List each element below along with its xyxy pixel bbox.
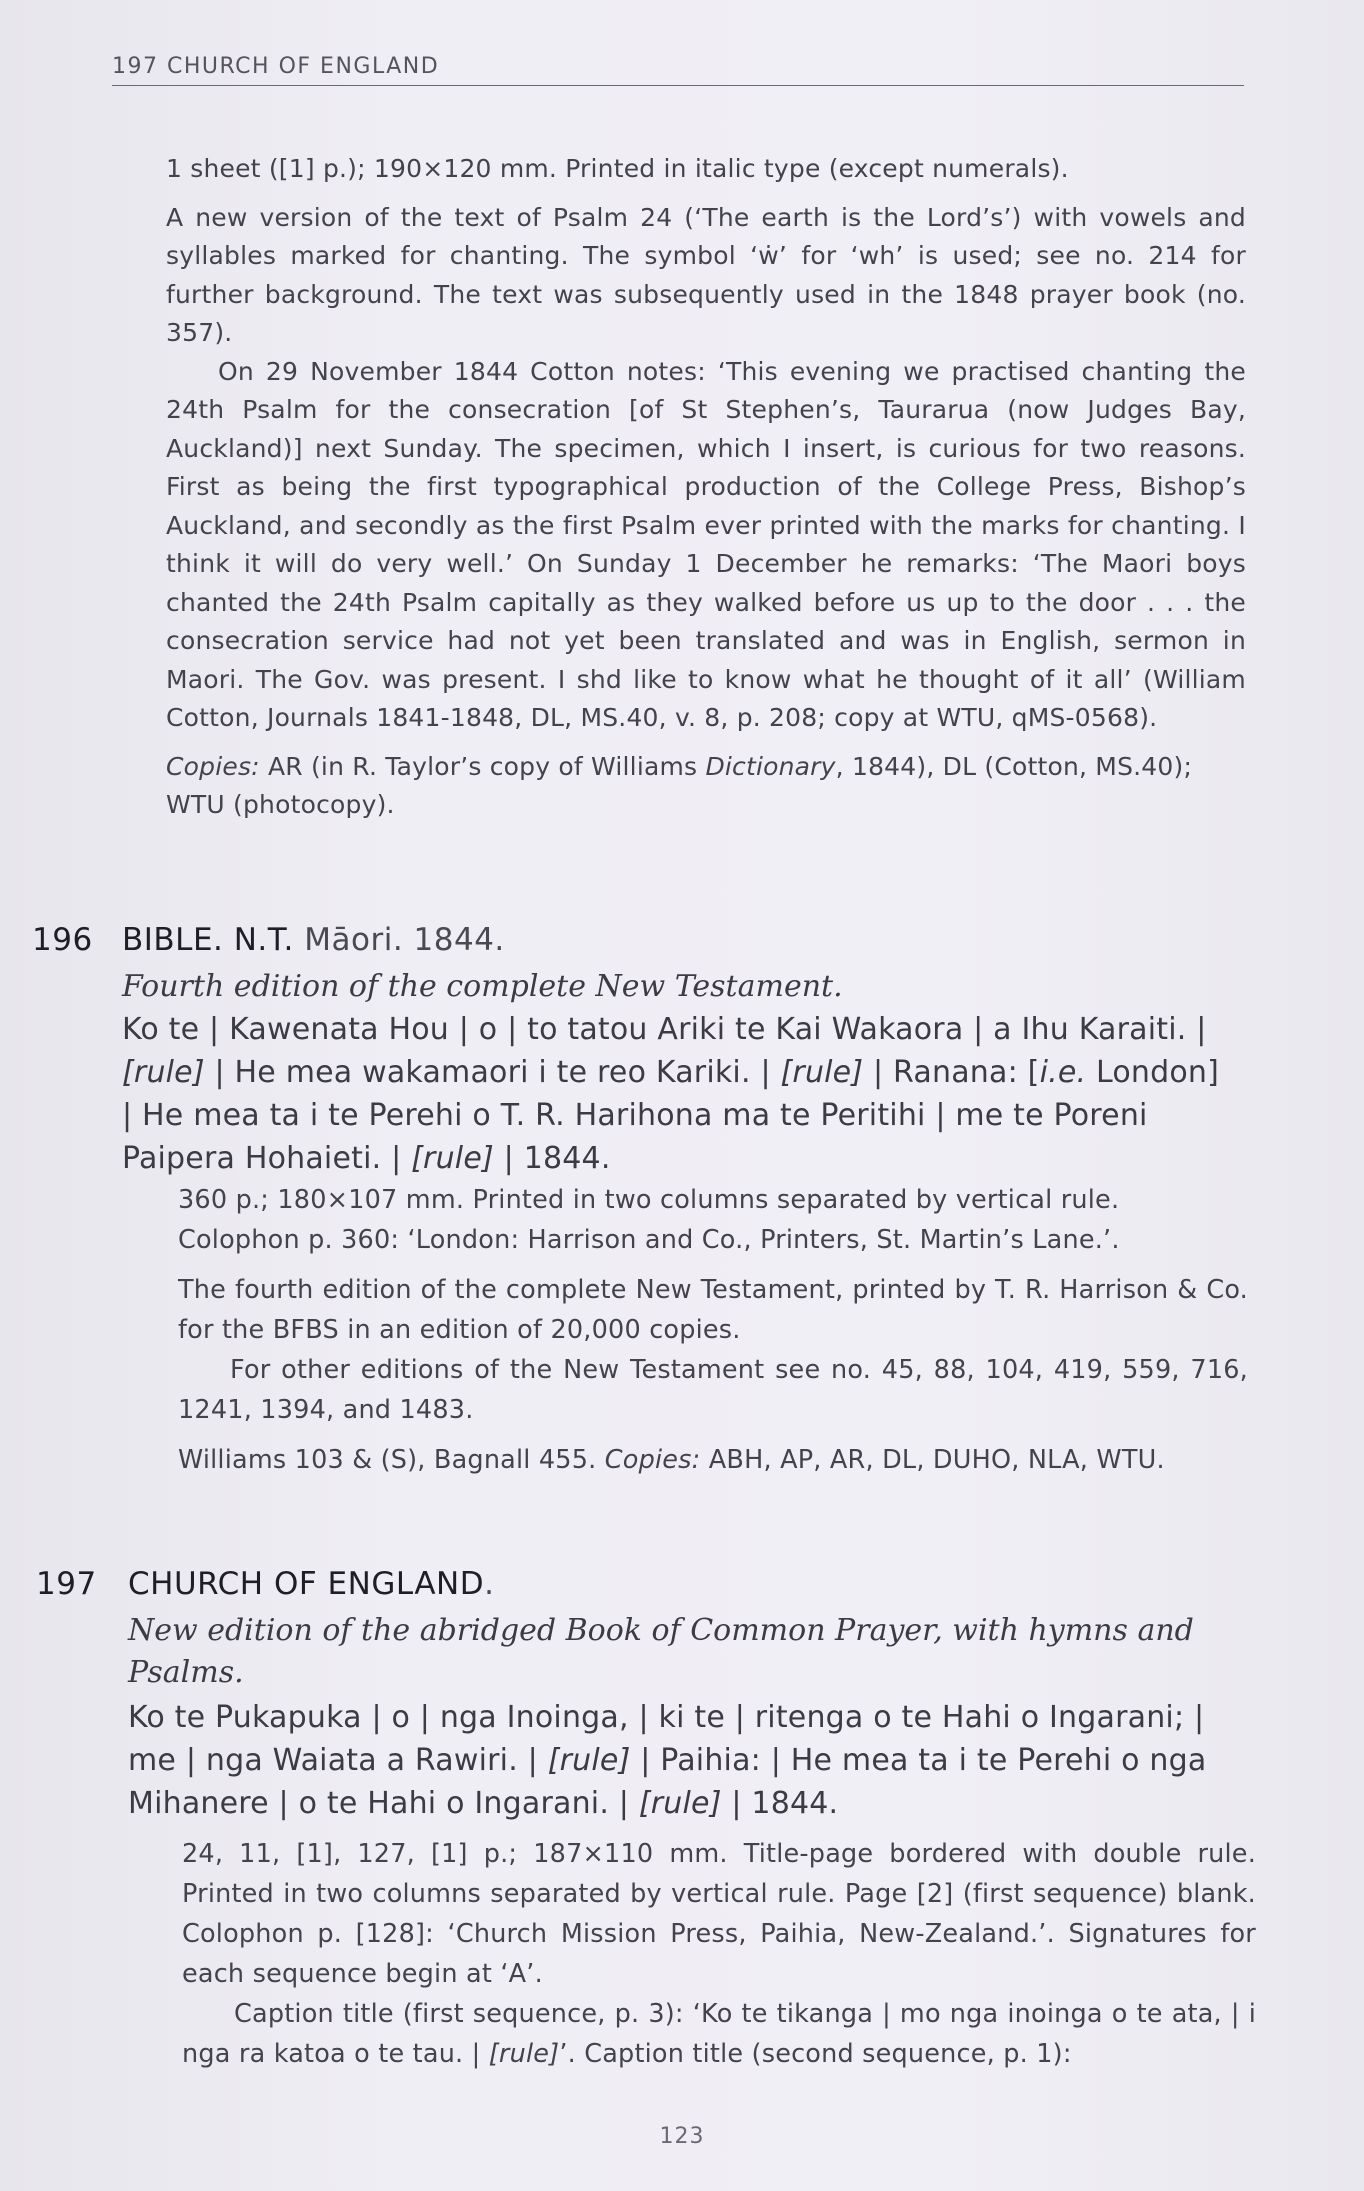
running-head: 197 CHURCH OF ENGLAND [112, 54, 1244, 86]
rule-mark: [rule] [638, 1786, 722, 1821]
entry-heading-rest: Māori. 1844. [304, 922, 505, 958]
entry-number: 197 [36, 1566, 97, 1602]
note-paragraph: On 29 November 1844 Cotton notes: ‘This evening we practised chanting the 24th Psalm for the consecration [of St Stephen’s, Taurarua (now Judges Bay, Auckland)] next Sunday. The specimen, which I insert, is curious for two reasons. First as being the first typographical production of the College Press, Bishop’s Auckland, and secondly as the first Psalm ever printed with the marks for chanting. I think it will do very well.’ On Sunday 1 December he remarks: ‘The Maori boys chanted the 24th Psalm capitally as they walked before us up to the door . . . the consecration service had not yet been translated and was in English, sermon in Maori. The Gov. was present. I shd like to know what he thought of it all’ (William Cotton, Journals 1841-1848, DL, MS.40, v. 8, p. 208; copy at WTU, qMS-0568). [166, 356, 1246, 732]
entry-196-titlepage [122, 1008, 1232, 1180]
copies-text: AR (in R. Taylor’s copy of Williams [267, 751, 698, 781]
titlepage-text: | 1844. [731, 1786, 839, 1821]
entry-heading: CHURCH OF ENGLAND [128, 1566, 485, 1602]
entry-title [128, 1566, 494, 1602]
note-paragraph: For other editions of the New Testament see no. 45, 88, 104, 419, 559, 716, 1241, 1394, and 1483. [178, 1355, 1248, 1425]
entry-title [122, 922, 505, 958]
collation: 24, 11, [1], 127, [1] p.; 187×110 mm. Title-page bordered with double rule. Printed in two columns separated by vertical rule. Page [2] (first sequence) blank. Colophon p. [128]: ‘Church Mission Press, Paihia, New-Zealand.’. Signatures for each sequence begin at ‘A’. [182, 1839, 1256, 1989]
note-paragraph: The fourth edition of the complete New Testament, printed by T. R. Harrison & Co. for the BFBS in an edition of 20,000 copies. [178, 1275, 1248, 1345]
entry-196-description [178, 1180, 1248, 1480]
entry-197-subtitle: New edition of the abridged Book of Common Prayer, with hymns and Psalms. [128, 1613, 1194, 1690]
rule-mark: [rule] [122, 1055, 205, 1090]
ie-mark: i.e. [1039, 1055, 1087, 1090]
references [178, 1440, 1248, 1480]
note-text: ’. Caption title (second sequence, p. 1): [559, 2039, 1072, 2069]
copies-text: , 1844), DL (Cotton, MS.40); WTU (photocopy). [166, 751, 1193, 819]
titlepage-text: London] | He mea ta i te Perehi o T. R. Harihona ma te Peritihi | me te Poreni Paipera Hohaieti. | [122, 1055, 1220, 1176]
entry-heading: BIBLE. N.T. [122, 922, 294, 958]
entry-197-titlepage [128, 1696, 1233, 1825]
copies-italic: Dictionary [705, 751, 836, 781]
entry-heading-rest: . [484, 1566, 495, 1602]
collation: 360 p.; 180×107 mm. Printed in two columns separated by vertical rule. Colophon p. 360: ‘London: Harrison and Co., Printers, St. Martin’s Lane.’. [178, 1185, 1120, 1255]
titlepage-text: | 1844. [503, 1141, 611, 1176]
titlepage-text: | He mea wakamaori i te reo Kariki. | [214, 1055, 771, 1090]
note-paragraph: A new version of the text of Psalm 24 (‘The earth is the Lord’s’) with vowels and syllables marked for chanting. The symbol ‘ẇ’ for ‘wh’ is used; see no. 214 for further background. The text was subsequently used in the 1848 prayer book (no. 357). [166, 202, 1246, 347]
entry-196-heading [32, 922, 1232, 966]
collation: 1 sheet ([1] p.); 190×120 mm. Printed in italic type (except numerals). [166, 154, 1069, 183]
rule-mark: [rule] [411, 1141, 494, 1176]
entry-197-description [182, 1834, 1256, 2074]
titlepage-text: Ko te | Kawenata Hou | o | to tatou Ariki te Kai Wakaora | a Ihu Karaiti. | [122, 1012, 1207, 1047]
rule-mark: [rule] [488, 2039, 560, 2069]
page-number: 123 [659, 2124, 705, 2149]
rule-mark: [rule] [780, 1055, 864, 1090]
copies-text: ABH, AP, AR, DL, DUHO, NLA, WTU. [708, 1445, 1165, 1475]
titlepage-text: | Ranana: [ [873, 1055, 1040, 1090]
entry-196-subtitle: Fourth edition of the complete New Testament. [122, 969, 843, 1004]
entry-197-heading [36, 1566, 1236, 1610]
rule-mark: [rule] [547, 1743, 631, 1778]
note-text: Caption title (first sequence, p. 3): ‘Ko te tikanga | mo nga inoinga o te ata, | i nga ra katoa o te tau. | [182, 1999, 1256, 2069]
titlepage-text: Ko te Pukapuka | o | nga Inoinga, | ki te | ritenga o te Hahi o Ingarani; | me | nga Waiata a Rawiri. | [128, 1700, 1205, 1778]
copies-label: Copies: [604, 1445, 701, 1475]
refs-text: Williams 103 & (S), Bagnall 455. [178, 1445, 597, 1475]
copies-label: Copies: [166, 751, 260, 781]
entry-number: 196 [32, 922, 93, 958]
note-paragraph [182, 1994, 1256, 2074]
continuation-block [166, 150, 1246, 825]
copies-line [166, 748, 1246, 825]
titlepage-text: | Paihia: | He mea ta i te Perehi o nga Mihanere | o te Hahi o Ingarani. | [128, 1743, 1207, 1821]
